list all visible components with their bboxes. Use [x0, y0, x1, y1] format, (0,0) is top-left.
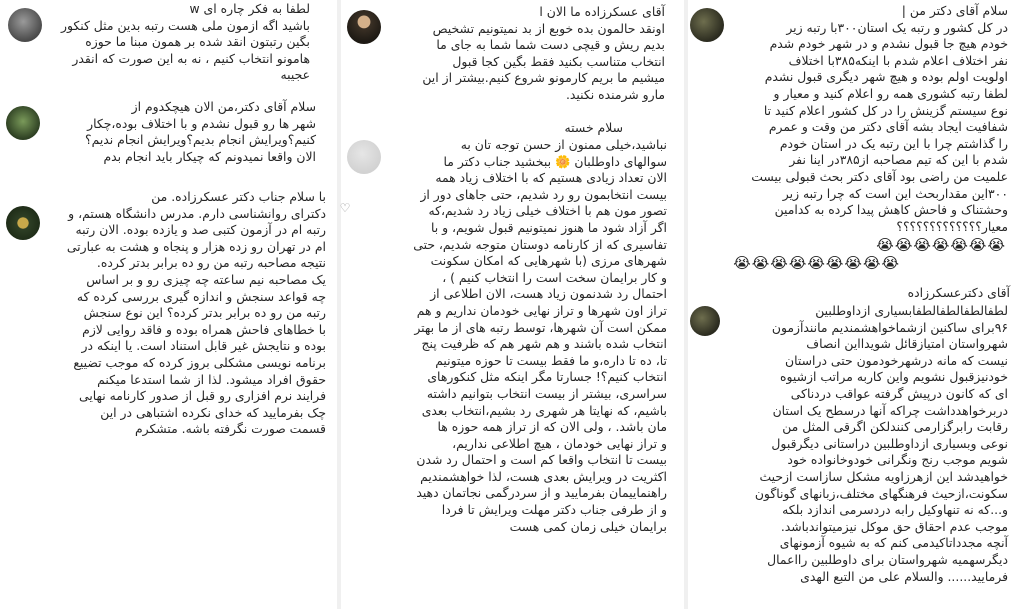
emoji-row: 😭😭😭😭😭😭😭: [876, 236, 1006, 254]
comments-panel-middle: [339, 0, 683, 609]
comment-text: آقای عسکرزاده ما الان ا اونقد حالمون بده خوبع از بد نمیتونیم تشخیص بدیم ریش و قیچی دست شما شما به جای ما انتخاب متناسب بکنید فقط بگین کجا قبول میشیم ما بریم کارمونو شروع کنیم.بیشتر از این مارو شرمنده نکنید.: [422, 4, 665, 102]
comments-panel-right: [690, 0, 1024, 609]
avatar[interactable]: [6, 106, 40, 140]
comment-title: سلام خسته: [564, 120, 623, 135]
comment-text: سلام آقای دکتر من | در کل کشور و رتبه یک استان۳۰۰با رتبه زیر خودم هیچ جا قبول نشدم و در شهر خودم شدم نفر اختلاف اعلام شدم با اینکه۳۸۵با اختلاف اولویت اولم بوده و هیچ شهر دیگری قبول نشدم لطفا رتبه کشوری همه رو اعلام کنید و معیار و نوع سیستم گزینش را در کل کشور اعلام کنید تا شفافیت ایجاد بشه آقای دکتر من وقت و عمرم را گذاشتم چرا با این رتبه یک در استان خودم شدم با این که تیم مصاحبه از۳۸۵در اینا نفر علمیت من راضی بود آقای دکتر بحث قبولی بیست ۳۰۰این مقداربحث این است که چرا رتبه زیر وحشتناک و فاحش کاهش پیدا کرده به کدامین معیار؟؟؟؟؟؟؟؟؟؟؟؟؟: [751, 3, 1008, 234]
comment-text: لطفالطفالطفالطفابسیاری ازداوطلبین ۹۶برای ساکنین ازشماخواهشمندیم مانندآزمون شهرواستان امتیازقائل شویدااین انصاف نیست که مانه درشهرخودمون حتی دراستان خودنیزقبول نشویم واین کاربه مراتب ازشیوه ای که کانون درپیش گرفته عواقب دردناکی دربرخواهدداشت چراکه آنها درسطح یک استان رقابت رابرگزارمی کنندلکن اگرقی المثل من نوعی وبسیاری ازداوطلبین دراستانی دیگرقبول شویم موجب رنج ونگرانی خودوخانواده خود خواهیدشد این ازهرزاویه مشکل سازاست ازحیث سکونت،ازحیث فرهنگهای مختلف،زبانهای گوناگون و...که نه تنهاوکیل رابه دردسرمی اندازد بلکه موجب عدم احقاق حق موکل نیزمیتواندباشد. آنچه مجدداتاکیدمی کنم که به شیوه آزمونهای دیگرسهمیه شهرواستان برای داوطلبین رااعمال فرمایید...... والسلام علی من التبع الهدی: [754, 303, 1008, 584]
avatar[interactable]: [347, 10, 381, 44]
heart-icon[interactable]: ♡: [339, 201, 351, 215]
comments-panel-left: [0, 0, 336, 609]
comment-text: لطفا به فکر چاره ای w باشید اگه ازمون ملی هست رتبه بدین مثل کنکور بگین رتبتون انقد شده بر همون مبنا ما حوزه هامونو انتخاب کنیم ، نه به این صورت که انقدر عجیبه: [61, 1, 310, 83]
comment-text: نباشید،خیلی ممنون از حسن توجه تان به سوالهای داوطلبان 🌼 ببخشید جناب دکتر ما الان تعداد زیادی هستیم که با اختلاف زیاد همه بیست انتخابمون رو رد شدیم، حتی جاهای دور از تصور مون هم با اختلاف خیلی زیاد رد شدیم،که اگر آزاد شود ما هنوز نمیتونیم قبول شویم، و با تفاسیری که از کارنامه دوستان متوجه شدیم، حتی شهرهای مرزی (با شهرهایی که امکان سکونت و کار برایمان سخت است را انتخاب کنیم ) ، احتمال رد شدنمون زیاد هست، الان اطلاعی از تراز اون شهرها و تراز نهایی خودمان نداریم و هم ممکن است آن شهرها، توسط رتبه های از ما بهتر انتخاب شده باشند و هم شهر هم که ظرفیت پنج تا، ده تا داره،و ما فقط بیست تا حوزه میتونیم انتخاب کنیم؟! جسارتا مگر اینکه مثل کنکورهای سراسری، بیشتر از بیست انتخاب بتوانیم داشته باشیم، که نهایتا هر شهری رد بشیم،انتخاب بعدی مان باشد. ، ولی الان که از تراز همه حوزه ها و تراز نهایی خودمان ، هیچ اطلاعی نداریم، بیست تا انتخاب واقعا کم است و احتمال رد شدن اکثریت در ویرایش بعدی هست، لذا خواهشمندیم راهنماییمان بفرمایید و از سردرگمی نجاتمان دهید و از طرفی جناب دکتر مهلت ویرایش تا فردا برایمان خیلی زمان کمی هست: [413, 137, 667, 534]
comment-title: آقای دکترعسکرزاده: [907, 285, 1010, 300]
comment-text: با سلام جناب دکتر عسکرزاده. من دکترای روانشناسی دارم. مدرس دانشگاه هستم، و رتبه ام در آزمون کتبی صد و یازده بوده. الان رتبه ام در تهران رو زده هزار و پنجاه و هشت به عبارتی نتیجه مصاحبه رتبه من رو ده برابر بدتر کرده. یک مصاحبه نیم ساعته چه چیزی رو و بر اساس چه قواعد سنجش و اندازه گیری بررسی کرده که رتبه من رو ده برابر بدتر کرده؟ این نوع سنجش با خطاهای فاحش همراه بوده و فاقد روایی لازم بوده و نتایجش غیر قابل استناد است. یا اینکه در برنامه نویسی مشکلی بروز کرده که موجب تضییع حقوق افراد میشود. لذا از شما استدعا میکنم فرایند نرم افزاری رو قبل از صدور کارنامه نهایی چک بفرمایید که خدای نکرده اشتباهی در این قسمت صورت نگرفته باشه. متشکرم: [66, 189, 326, 437]
avatar[interactable]: [347, 140, 381, 174]
avatar[interactable]: [690, 8, 724, 42]
divider: [337, 0, 341, 609]
emoji-row: 😭😭😭😭😭😭😭😭😭: [733, 254, 900, 272]
divider: [684, 0, 688, 609]
comment-text: سلام آقای دکتر،من الان هیچکدوم از شهر ها رو قبول نشدم و با اختلاف بوده،چکار کنیم؟ویرایش انجام بدیم؟ویرایش انجام ندیم؟ الان واقعا نمیدونم که چیکار باید انجام بدم: [85, 99, 316, 164]
avatar[interactable]: [690, 306, 720, 336]
